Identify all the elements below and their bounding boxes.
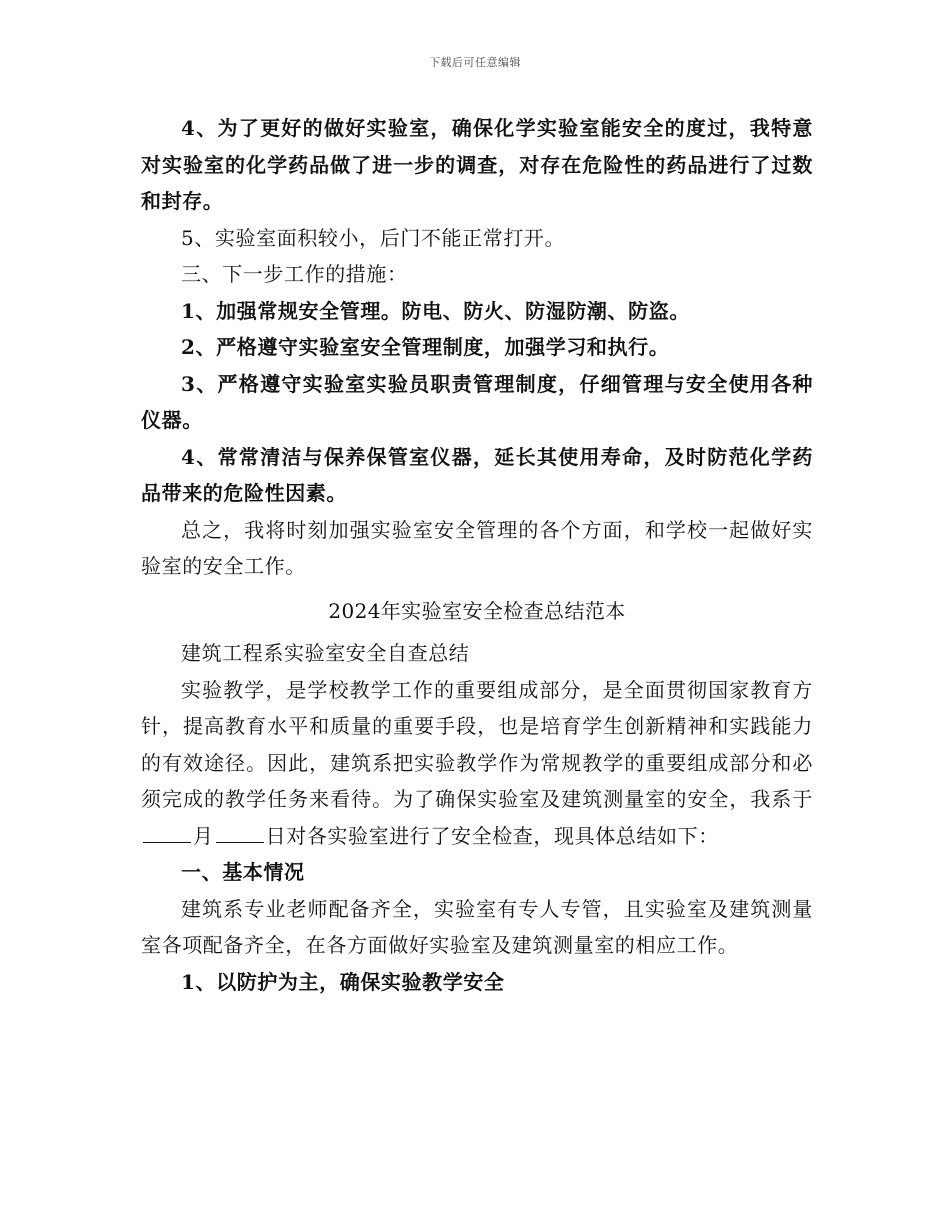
measure-item-3: 3、严格遵守实验室实验员职责管理制度，仔细管理与安全使用各种仪器。: [141, 371, 813, 432]
month-blank: [143, 822, 191, 843]
measure-item-1: 1、加强常规安全管理。防电、防火、防湿防潮、防盗。: [181, 298, 690, 323]
document-title: 2024年实验室安全检查总结范本: [328, 598, 626, 623]
intro-text-part-2: 日对各实验室进行了安全检查，现具体总结如下：: [265, 823, 719, 848]
measure-item-2: 2、严格遵守实验室安全管理制度，加强学习和执行。: [181, 335, 670, 359]
measure-item-4: 4、常常清洁与保养保管室仪器，延长其使用寿命，及时防范化学药品带来的危险性因素。: [141, 444, 813, 505]
basic-situation-paragraph: 建筑系专业老师配备齐全，实验室有专人专管，且实验室及建筑测量室各项配备齐全，在各方面做好实验室及建筑测量室的相应工作。: [141, 896, 813, 957]
page-header-note: 下载后可任意编辑: [429, 56, 521, 69]
intro-paragraph: [141, 672, 813, 855]
document-body: [141, 110, 813, 1000]
paragraph-item-5-lab-area: 5、实验室面积较小，后门不能正常打开。: [181, 225, 566, 250]
paragraph-item-4-chemicals: 4、为了更好的做好实验室，确保化学实验室能安全的度过，我特意对实验室的化学药品做了进一步的调查，对存在危险性的药品进行了过数和封存。: [141, 116, 813, 213]
heading-protection-first: 1、以防护为主，确保实验教学安全: [181, 969, 505, 994]
intro-text-month: 月: [193, 823, 214, 848]
day-blank: [216, 822, 264, 843]
intro-text-part-1: 实验教学，是学校教学工作的重要组成部分，是全面贯彻国家教育方针，提高教育水平和质量的重要手段，也是培育学生创新精神和实践能力的有效途径。因此，建筑系把实验教学作为常规教学的重要组成部分和必须完成的教学任务来看待。为了确保实验室及建筑测量室的安全，我系于: [141, 677, 813, 811]
conclusion-paragraph: 总之，我将时刻加强实验室安全管理的各个方面，和学校一起做好实验室的安全工作。: [141, 517, 813, 578]
heading-basic-situation: 一、基本情况: [181, 860, 305, 884]
subtitle: 建筑工程系实验室安全自查总结: [181, 641, 470, 665]
heading-next-steps: 三、下一步工作的措施：: [181, 262, 408, 286]
